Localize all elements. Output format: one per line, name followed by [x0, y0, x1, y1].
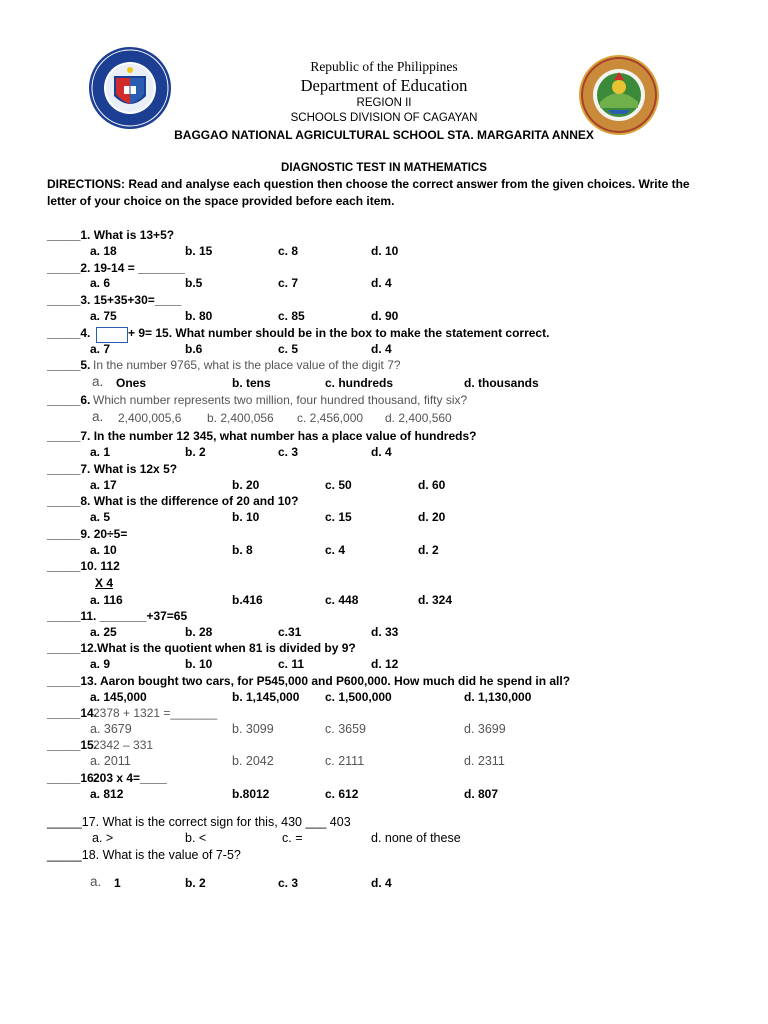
choice-d: d. 2,400,560 [385, 411, 452, 425]
choice-b: b. 28 [185, 625, 213, 639]
choice-c: c.31 [278, 625, 302, 639]
choice-c: c. 7 [278, 276, 299, 290]
question-text: + 9= 15. What number should be in the box to make the statement correct. [128, 326, 550, 340]
choice-c: c. 3659 [325, 722, 367, 736]
choice-a: a. 3679 [90, 722, 132, 736]
choice-d: d. none of these [371, 831, 461, 845]
choice-c: c. 3 [278, 876, 299, 890]
question-text: _____7. What is 12x 5? [47, 462, 178, 476]
choice-b: b. 1,145,000 [232, 690, 300, 704]
division-heading: SCHOOLS DIVISION OF CAGAYAN [290, 112, 478, 124]
answer-box [96, 327, 128, 343]
choice-c: c. 5 [278, 342, 299, 356]
choice-d: d. 807 [464, 787, 499, 801]
choice-a: a. 6 [90, 276, 111, 290]
choice-a: a. > [92, 831, 114, 845]
choice-a: a. 75 [90, 309, 117, 323]
choice-b: b. 15 [185, 244, 213, 258]
choice-c: c. 15 [325, 510, 352, 524]
question-text: _____9. 20÷5= [47, 527, 128, 541]
choice-a: a. 116 [90, 593, 123, 607]
choice-a: a. 10 [90, 543, 117, 557]
choice-b: b. 20 [232, 478, 260, 492]
choice-d: d. 12 [371, 657, 399, 671]
choice-b: b. 8 [232, 543, 253, 557]
choice-d: d. 60 [418, 478, 446, 492]
choice-b: b. 3099 [232, 722, 274, 736]
choice-b: b. 2042 [232, 754, 274, 768]
choice-d: d. 1,130,000 [464, 690, 532, 704]
question-text: In the number 9765, what is the place value of the digit 7? [93, 358, 401, 372]
choice-b: b.416 [232, 593, 263, 607]
choice-c: c. 1,500,000 [325, 690, 392, 704]
directions-line-1: DIRECTIONS: Read and analyse each question then choose the correct answer from the given choices. Write the [47, 177, 690, 191]
choice-a: a. 1 [90, 445, 111, 459]
question-text: _____3. 15+35+30=____ [47, 293, 182, 307]
choice-b: b. 10 [185, 657, 213, 671]
school-heading: BAGGAO NATIONAL AGRICULTURAL SCHOOL STA. MARGARITA ANNEX [174, 128, 594, 142]
choice-d: d. 4 [371, 342, 392, 356]
choice-c: c. 612 [325, 787, 359, 801]
republic-heading: Republic of the Philippines [310, 59, 458, 74]
question-number: _____4. [47, 326, 91, 340]
choice-c: c. hundreds [325, 376, 394, 390]
question-number: _____16. [47, 771, 98, 785]
choice-letter-a: a. [92, 374, 104, 389]
choice-b: b.6 [185, 342, 203, 356]
choice-c: c. 11 [278, 657, 305, 671]
question-number: _____14. [47, 706, 98, 720]
choice-a: a. 2011 [90, 754, 131, 768]
department-heading: Department of Education [300, 76, 468, 95]
choice-a: a. 9 [90, 657, 111, 671]
choice-a: 2,400,005,6 [118, 411, 182, 425]
question-multiplier: X 4 [95, 576, 114, 590]
choice-a: 1 [114, 876, 121, 890]
choice-letter-a: a. [90, 874, 102, 889]
choice-c: c. 8 [278, 244, 299, 258]
question-text: _____7. In the number 12 345, what number has a place value of hundreds? [47, 429, 477, 443]
question-text: _____2. 19-14 = _______ [47, 261, 185, 275]
choice-a: Ones [116, 376, 147, 390]
choice-b: b. 2 [185, 445, 206, 459]
choice-d: d. 2311 [464, 754, 505, 768]
choice-a: a. 812 [90, 787, 124, 801]
choice-a: a. 7 [90, 342, 111, 356]
choice-d: d. 4 [371, 445, 392, 459]
choice-c: c. 2111 [325, 754, 365, 768]
choice-b: b. < [185, 831, 207, 845]
choice-b: b. 2 [185, 876, 206, 890]
choice-d: d. 20 [418, 510, 446, 524]
choice-b: b.8012 [232, 787, 270, 801]
choice-d: d. 3699 [464, 722, 506, 736]
region-heading: REGION II [356, 97, 412, 109]
choice-c: c. 3 [278, 445, 299, 459]
question-number: _____5. [47, 358, 91, 372]
choice-c: c. = [282, 831, 303, 845]
choice-c: c. 85 [278, 309, 305, 323]
question-text: _____10. 112 [47, 559, 120, 573]
choice-c: c. 448 [325, 593, 359, 607]
choice-d: d. 33 [371, 625, 399, 639]
choice-d: d. 4 [371, 276, 392, 290]
choice-b: b. 10 [232, 510, 260, 524]
question-text: _____8. What is the difference of 20 and 10? [47, 494, 299, 508]
question-text: 2378 + 1321 =_______ [93, 706, 218, 720]
choice-b: b. 2,400,056 [207, 411, 274, 425]
question-text: _____13. Aaron bought two cars, for P545,000 and P600,000. How much did he spend in all? [47, 674, 571, 688]
question-text: _____1. What is 13+5? [47, 228, 175, 242]
question-text: Which number represents two million, four hundred thousand, fifty six? [93, 393, 468, 407]
choice-a: a. 25 [90, 625, 117, 639]
question-number: _____6. [47, 393, 91, 407]
choice-a: a. 145,000 [90, 690, 147, 704]
question-text: 203 x 4=____ [93, 771, 167, 785]
choice-c: c. 2,456,000 [297, 411, 364, 425]
choice-letter-a: a. [92, 409, 104, 424]
question-text: _____17. What is the correct sign for this, 430 ___ 403 [47, 815, 351, 829]
question-text: 2342 – 331 [93, 738, 154, 752]
choice-a: a. 18 [90, 244, 117, 258]
choice-b: b. 80 [185, 309, 213, 323]
choice-c: c. 50 [325, 478, 352, 492]
choice-d: d. 2 [418, 543, 439, 557]
choice-b: b. tens [232, 376, 271, 390]
question-number: _____15. [47, 738, 98, 752]
directions-line-2: letter of your choice on the space provided before each item. [47, 194, 395, 208]
question-text: _____18. What is the value of 7-5? [47, 848, 241, 862]
choice-a: a. 5 [90, 510, 111, 524]
choice-b: b.5 [185, 276, 203, 290]
choice-a: a. 17 [90, 478, 117, 492]
choice-d: d. thousands [464, 376, 539, 390]
question-text: _____11. _______+37=65 [47, 609, 188, 623]
choice-d: d. 324 [418, 593, 453, 607]
choice-d: d. 4 [371, 876, 392, 890]
choice-d: d. 90 [371, 309, 399, 323]
choice-c: c. 4 [325, 543, 346, 557]
test-title: DIAGNOSTIC TEST IN MATHEMATICS [281, 162, 487, 174]
question-text: _____12.What is the quotient when 81 is divided by 9? [47, 641, 356, 655]
choice-d: d. 10 [371, 244, 399, 258]
